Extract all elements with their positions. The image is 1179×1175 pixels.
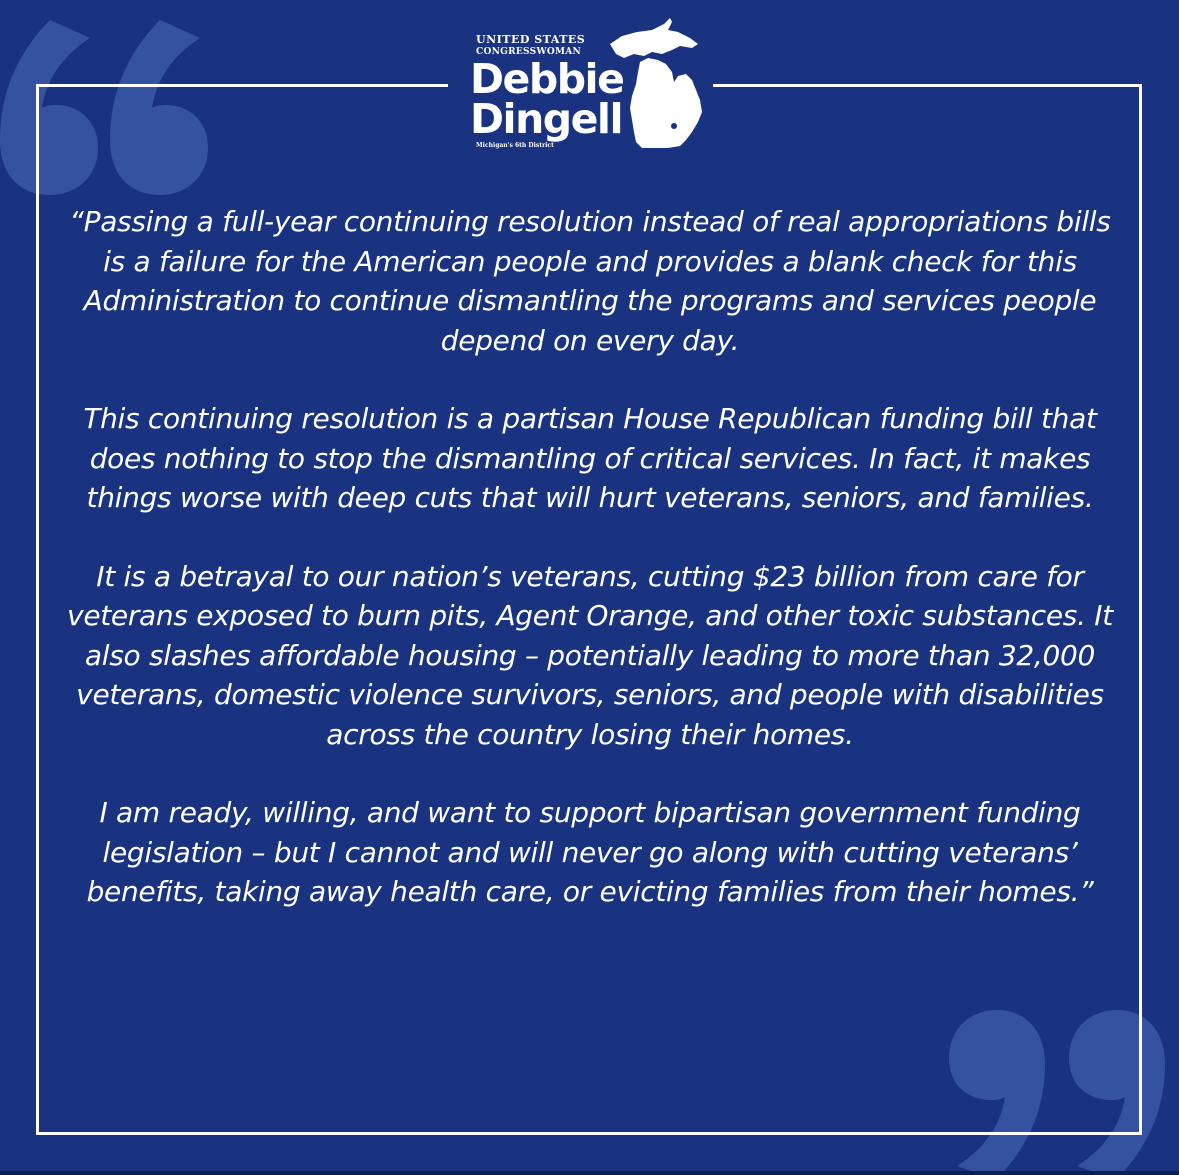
congresswoman-logo — [462, 14, 712, 164]
logo-district: Michigan's 6th District — [476, 142, 554, 149]
statement-paragraph: It is a betrayal to our nation’s veterans, cutting $23 billion from care for veterans exposed to burn pits, Agent Orange, and other toxic substances. It also slashes affordable housing – potentially leading to more than 32,000 veterans, domestic violence survivors, seniors, and people with disabilities across the country losing their homes. — [67, 559, 1113, 751]
statement-paragraph: “Passing a full-year continuing resolution instead of real appropriations bills is a failure for the American people and provides a blank check for this Administration to continue dismantling the programs and services people depend on every day. — [69, 205, 1111, 357]
statement-paragraph: This continuing resolution is a partisan House Republican funding bill that does nothing to stop the dismantling of critical services. In fact, it makes things worse with deep cuts that will hurt veterans, seniors, and families. — [83, 402, 1097, 514]
logo-first-name: Debbie — [470, 55, 624, 103]
logo-subtitle: CONGRESSWOMAN — [476, 47, 582, 57]
statement-paragraph: I am ready, willing, and want to support bipartisan government funding legislation – but I cannot and will never go along with cutting veterans’ benefits, taking away health care, or evicting families from their homes.” — [86, 796, 1094, 908]
bottom-border — [0, 1171, 1179, 1175]
logo-last-name: Dingell — [470, 95, 623, 143]
logo-title: UNITED STATES — [476, 33, 586, 46]
statement-quote — [60, 202, 1120, 912]
